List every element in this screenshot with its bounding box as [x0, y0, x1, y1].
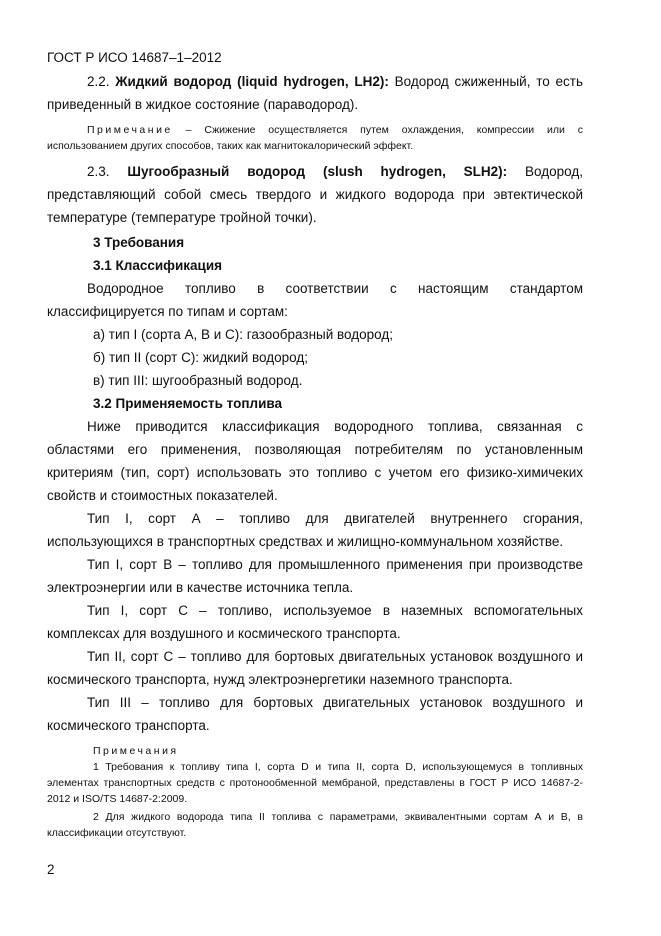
- note-heading: Примечание: [87, 124, 173, 136]
- definition-2-2: [47, 70, 583, 116]
- section-3-1-title: 3.1 Классификация: [93, 258, 223, 273]
- paragraph: Тип III – топливо для бортовых двигательных установок воздушного и космического транспорта.: [47, 695, 583, 733]
- definition-2-3: [47, 160, 583, 229]
- note-item: 2 Для жидкого водорода типа II топлива с параметрами, эквивалентными сортам А и В, в классификации отсутствуют.: [47, 811, 583, 839]
- definition-number: 2.3.: [87, 164, 110, 179]
- definition-term: Жидкий водород (liquid hydrogen, LH2):: [115, 74, 389, 89]
- paragraph: Тип II, сорт С – топливо для бортовых двигательных установок воздушного и космического транспорта, нужд электроэнергетики наземного транспорта.: [47, 649, 583, 687]
- section-3-2-title: 3.2 Применяемость топлива: [93, 396, 283, 411]
- note-item: 1 Требования к топливу типа I, сорта D и типа II, сорта D, использующемуся в топливных элементах транспортных средств с протонообменной мембраной, представлены в ГОСТ Р ИСО 14687-2-2012 и ISO/TS 14687-2:2009.: [47, 761, 583, 805]
- list-item: б) тип II (сорт С): жидкий водород;: [93, 350, 308, 365]
- paragraph: Тип I, сорт С – топливо, используемое в наземных вспомогательных комплексах для воздушного и космического транспорта.: [47, 603, 583, 641]
- section-3-title: 3 Требования: [93, 235, 185, 250]
- note-2-2: [47, 122, 583, 154]
- paragraph: Ниже приводится классификация водородного топлива, связанная с областями его применения, позволяющая потребителям по установленным критериям (тип, сорт) использовать это топливо с учетом его физико-химичеких свойств и стоимостных показателей.: [47, 419, 583, 503]
- definition-term: Шугообразный водород (slush hydrogen, SLH2):: [127, 164, 508, 179]
- paragraph: Тип I, сорт А – топливо для двигателей внутреннего сгорания, использующихся в транспортных средствах и жилищно-коммунальном хозяйстве.: [47, 511, 583, 549]
- page-number: 2: [47, 862, 55, 877]
- list-item: а) тип I (сорта А, В и С): газообразный водород;: [93, 327, 393, 342]
- definition-text: Водород, представляющий собой смесь твердого и жидкого водорода при эвтектической температуре (температуре тройной точки).: [47, 164, 583, 225]
- definition-number: 2.2.: [87, 74, 110, 89]
- document-header: ГОСТ Р ИСО 14687–1–2012: [47, 50, 222, 65]
- notes-heading: Примечания: [93, 745, 179, 757]
- paragraph: Тип I, сорт В – топливо для промышленного применения при производстве электроэнергии или в качестве источника тепла.: [47, 557, 583, 595]
- classification-intro: Водородное топливо в соответствии с настоящим стандартом классифицируется по типам и сортам:: [47, 281, 583, 319]
- definition-text: Водород сжиженный, то есть приведенный в жидкое состояние (параводород).: [47, 74, 583, 112]
- list-item: в) тип III: шугообразный водород.: [93, 373, 303, 388]
- document-body: [47, 70, 583, 841]
- note-text: – Сжижение осуществляется путем охлаждения, компрессии или с использованием других способов, таких как магнитокалорический эффект.: [47, 124, 583, 152]
